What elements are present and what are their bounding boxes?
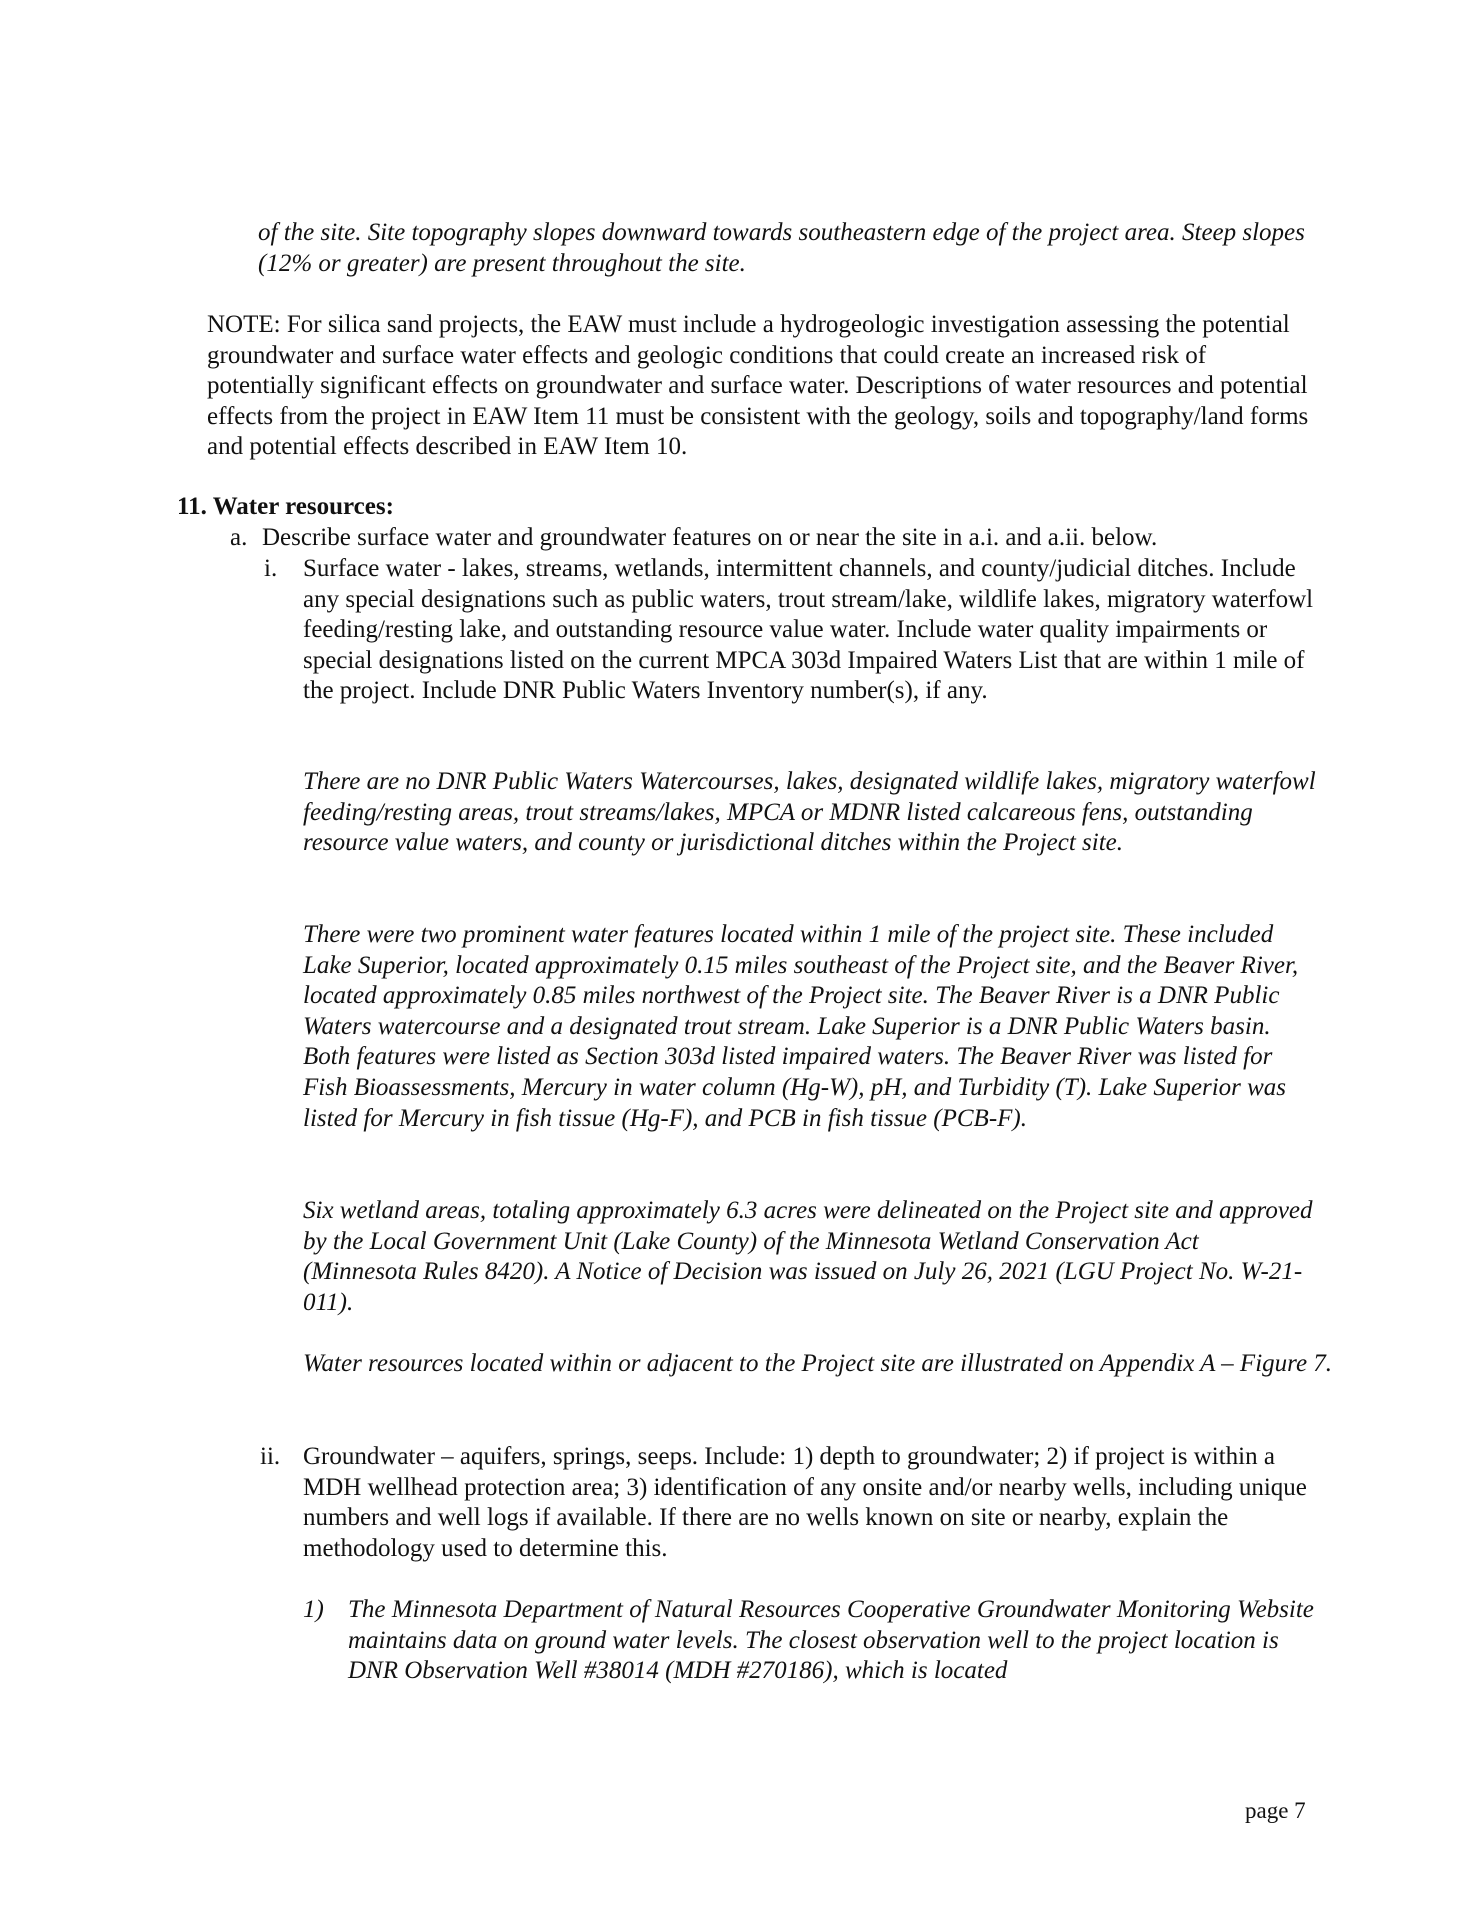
note-paragraph: NOTE: For silica sand projects, the EAW must include a hydrogeologic investigation assessing the potential groundwater and surface water effects and geologic conditions that could create an increased risk of potentially significant effects on groundwater and surface water. Descriptions of water resources and potential effects from the project in EAW Item 11 must be consistent with the geology, soils and topography/land forms and potential effects described in EAW Item 10.	[207, 311, 1309, 461]
item-1-marker: 1)	[303, 1596, 324, 1623]
section-number: 11.	[177, 493, 207, 520]
section-heading	[177, 492, 394, 523]
item-ii-marker: ii.	[260, 1443, 281, 1470]
page-number: page 7	[1245, 1798, 1306, 1823]
response-paragraph-2: There were two prominent water features located within 1 mile of the project site. These included Lake Superior, located approximately 0.15 miles southeast of the Project site, and the Beaver River, located approximately 0.85 miles northwest of the Project site. The Beaver River is a DNR Public Waters watercourse and a designated trout stream. Lake Superior is a DNR Public Waters basin. Both features were listed as Section 303d listed impaired waters. The Beaver River was listed for Fish Bioassessments, Mercury in water column (Hg-W), pH, and Turbidity (T). Lake Superior was listed for Mercury in fish tissue (Hg-F), and PCB in fish tissue (PCB-F).	[303, 921, 1299, 1132]
response-paragraph-4: Water resources located within or adjacent to the Project site are illustrated on Appendix A – Figure 7.	[303, 1350, 1333, 1377]
response-paragraph-3: Six wetland areas, totaling approximately 6.3 acres were delineated on the Project site and approved by the Local Government Unit (Lake County) of the Minnesota Wetland Conservation Act (Minnesota Rules 8420). A Notice of Decision was issued on July 26, 2021 (LGU Project No. W-21-011).	[303, 1197, 1313, 1316]
item-a-marker: a.	[230, 524, 248, 551]
item-a-text: Describe surface water and groundwater features on or near the site in a.i. and a.ii. below.	[262, 524, 1158, 551]
section-title: Water resources:	[212, 493, 394, 520]
continuation-paragraph: of the site. Site topography slopes downward towards southeastern edge of the project area. Steep slopes (12% or greater) are present throughout the site.	[258, 219, 1305, 277]
item-ii-text: Groundwater – aquifers, springs, seeps. Include: 1) depth to groundwater; 2) if project is within a MDH wellhead protection area; 3) identification of any onsite and/or nearby wells, including unique numbers and well logs if available. If there are no wells known on site or nearby, explain the methodology used to determine this.	[303, 1443, 1307, 1562]
item-i-text: Surface water - lakes, streams, wetlands, intermittent channels, and county/judicial ditches. Include any special designations such as public waters, trout stream/lake, wildlife lakes, migratory waterfowl feeding/resting lake, and outstanding resource value water. Include water quality impairments or special designations listed on the current MPCA 303d Impaired Waters List that are within 1 mile of the project. Include DNR Public Waters Inventory number(s), if any.	[303, 555, 1314, 705]
item-1-text: The Minnesota Department of Natural Resources Cooperative Groundwater Monitoring Website maintains data on ground water levels. The closest observation well to the project location is DNR Observation Well #38014 (MDH #270186), which is located	[348, 1596, 1314, 1685]
response-paragraph-1: There are no DNR Public Waters Watercourses, lakes, designated wildlife lakes, migratory waterfowl feeding/resting areas, trout streams/lakes, MPCA or MDNR listed calcareous fens, outstanding resource value waters, and county or jurisdictional ditches within the Project site.	[303, 768, 1316, 857]
item-i-marker: i.	[264, 555, 278, 582]
